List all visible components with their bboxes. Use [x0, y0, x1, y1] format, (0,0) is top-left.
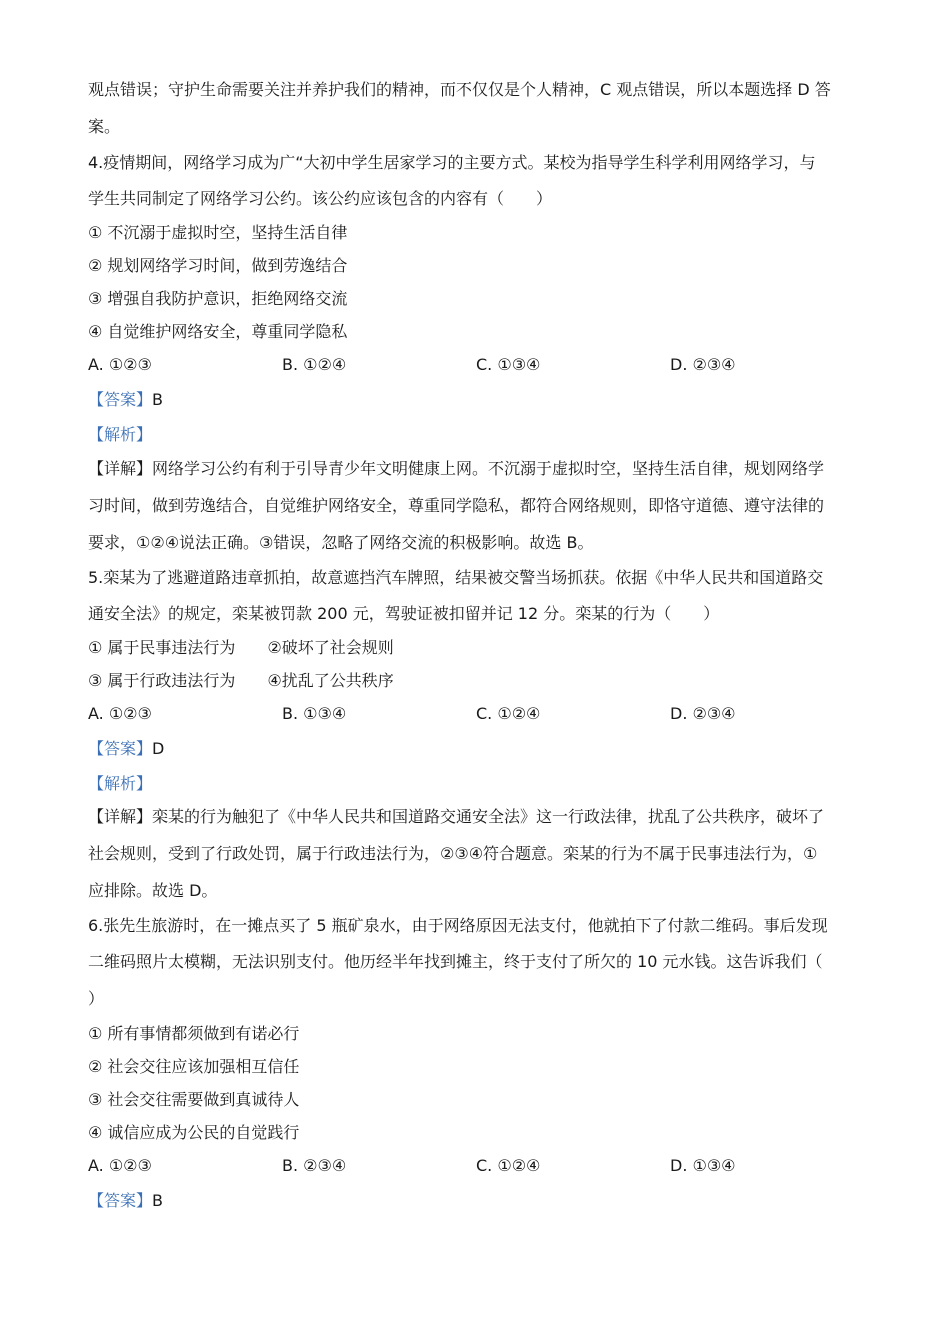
q4-analysis-tag: 【解析】 [88, 425, 153, 444]
q4-item-2: ② 规划网络学习时间，做到劳逸结合 [88, 256, 348, 275]
q6-answer-tag: 【答案】 [88, 1191, 153, 1210]
q5-item-2: ③ 属于行政违法行为 ④扰乱了公共秩序 [88, 671, 394, 690]
q6-answer [88, 1190, 163, 1212]
q5-analysis-tag: 【解析】 [88, 774, 153, 793]
q4-stem-line-2: 学生共同制定了网络学习公约。该公约应该包含的内容有（ ） [88, 189, 553, 208]
q5-option-c: C. ①②④ [476, 704, 541, 723]
q4-detail-line-1 [88, 458, 824, 480]
q4-option-d: D. ②③④ [670, 355, 736, 374]
q4-item-3: ③ 增强自我防护意识，拒绝网络交流 [88, 289, 348, 308]
q6-item-1: ① 所有事情都须做到有诺必行 [88, 1024, 300, 1043]
q4-answer-tag: 【答案】 [88, 390, 153, 409]
q6-option-b: B. ②③④ [282, 1156, 347, 1175]
q6-option-a: A. ①②③ [88, 1156, 152, 1175]
q6-stem-line-2: 二维码照片太模糊，无法识别支付。他历经半年找到摊主，终于支付了所欠的 10 元水钱。这告诉我们（ [88, 952, 823, 971]
q6-stem-line-3: ） [88, 989, 105, 1008]
q6-option-c: C. ①②④ [476, 1156, 541, 1175]
q4-detail-line-3: 要求，①②④说法正确。③错误，忽略了网络交流的积极影响。故选 B。 [88, 533, 594, 552]
q6-option-d: D. ①③④ [670, 1156, 736, 1175]
q4-option-b: B. ①②④ [282, 355, 347, 374]
q5-stem-line-2: 通安全法》的规定，栾某被罚款 200 元，驾驶证被扣留并记 12 分。栾某的行为（ ） [88, 604, 720, 623]
q5-option-d: D. ②③④ [670, 704, 736, 723]
q5-item-1: ① 属于民事违法行为 ②破坏了社会规则 [88, 638, 394, 657]
q4-stem-line-1: 4.疫情期间，网络学习成为广“大初中学生居家学习的主要方式。某校为指导学生科学利用网络学习，与 [88, 153, 816, 172]
q5-answer [88, 738, 164, 760]
q4-answer [88, 389, 163, 411]
q6-item-2: ② 社会交往应该加强相互信任 [88, 1057, 300, 1076]
q4-detail-line-2: 习时间，做到劳逸结合，自觉维护网络安全，尊重同学隐私，都符合网络规则，即恪守道德、遵守法律的 [88, 496, 825, 515]
q4-detail-tag: 【详解】 [88, 459, 153, 478]
q5-detail-line-2: 社会规则，受到了行政处罚，属于行政违法行为，②③④符合题意。栾某的行为不属于民事违法行为，① [88, 844, 818, 863]
q5-detail-line-1 [88, 806, 824, 828]
q4-detail-text-1: 网络学习公约有利于引导青少年文明健康上网。不沉溺于虚拟时空，坚持生活自律，规划网络学 [152, 459, 825, 478]
q6-item-4: ④ 诚信应成为公民的自觉践行 [88, 1123, 300, 1142]
intro-line-1: 观点错误；守护生命需要关注并养护我们的精神，而不仅仅是个人精神，C 观点错误，所以本题选择 D 答 [88, 80, 831, 99]
q4-option-a: A. ①②③ [88, 355, 152, 374]
q6-answer-value: B [152, 1191, 163, 1210]
q5-stem-line-1: 5.栾某为了逃避道路违章抓拍，故意遮挡汽车牌照，结果被交警当场抓获。依据《中华人民共和国道路交 [88, 568, 824, 587]
q4-item-4: ④ 自觉维护网络安全，尊重同学隐私 [88, 322, 348, 341]
q5-detail-text-1: 栾某的行为触犯了《中华人民共和国道路交通安全法》这一行政法律，扰乱了公共秩序，破坏了 [152, 807, 825, 826]
q6-stem-line-1: 6.张先生旅游时，在一摊点买了 5 瓶矿泉水，由于网络原因无法支付，他就拍下了付款二维码。事后发现 [88, 916, 828, 935]
q5-detail-tag: 【详解】 [88, 807, 153, 826]
q4-item-1: ① 不沉溺于虚拟时空，坚持生活自律 [88, 223, 348, 242]
q5-option-a: A. ①②③ [88, 704, 152, 723]
q5-option-b: B. ①③④ [282, 704, 347, 723]
q5-detail-line-3: 应排除。故选 D。 [88, 881, 218, 900]
q4-option-c: C. ①③④ [476, 355, 541, 374]
intro-line-2: 案。 [88, 117, 121, 136]
q5-answer-value: D [152, 739, 165, 758]
q6-item-3: ③ 社会交往需要做到真诚待人 [88, 1090, 300, 1109]
q4-answer-value: B [152, 390, 163, 409]
q5-answer-tag: 【答案】 [88, 739, 153, 758]
